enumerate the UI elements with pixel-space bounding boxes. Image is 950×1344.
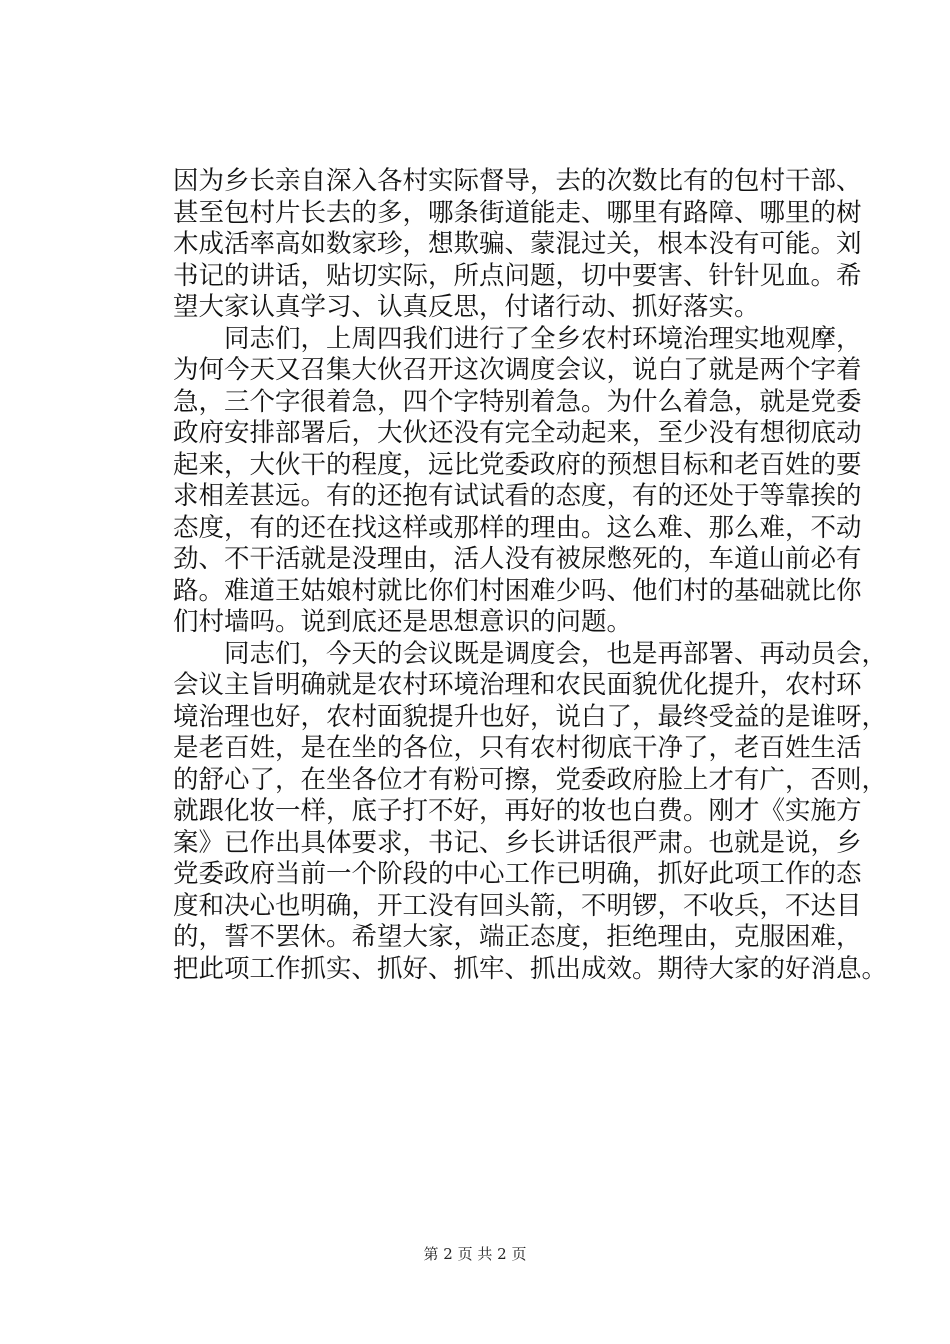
text-line: 劲、不干活就是没理由，活人没有被尿憋死的，车道山前必有: [173, 544, 862, 574]
text-line: 会议主旨明确就是农村环境治理和农民面貌优化提升，农村环: [173, 670, 862, 700]
document-body: [173, 166, 888, 985]
text-line: 木成活率高如数家珍，想欺骗、蒙混过关，根本没有可能。刘: [173, 229, 862, 259]
text-line: 们村墙吗。说到底还是思想意识的问题。: [173, 607, 633, 637]
text-line: 起来，大伙干的程度，远比党委政府的预想目标和老百姓的要: [173, 449, 862, 480]
paragraph-2: [173, 323, 862, 639]
text-line: 为何今天又召集大伙召开这次调度会议，说白了就是两个字着: [173, 355, 862, 385]
text-line: 急，三个字很着急，四个字特别着急。为什么着急，就是党委: [173, 386, 862, 417]
text-line: 党委政府当前一个阶段的中心工作已明确，抓好此项工作的态: [173, 859, 862, 889]
text-line: 甚至包村片长去的多，哪条街道能走、哪里有路障、哪里的树: [173, 197, 862, 228]
text-line: 求相差甚远。有的还抱有试试看的态度，有的还处于等靠挨的: [173, 481, 862, 511]
text-line: 望大家认真学习、认真反思，付诸行动、抓好落实。: [173, 292, 760, 322]
page-number-footer: 第 2 页 共 2 页: [423, 1245, 527, 1263]
text-line: 因为乡长亲自深入各村实际督导，去的次数比有的包村干部、: [173, 166, 862, 196]
text-line: 的舒心了，在坐各位才有粉可擦，党委政府脸上才有广，否则，: [173, 764, 888, 795]
text-line: 同志们，今天的会议既是调度会，也是再部署、再动员会，: [173, 638, 888, 669]
text-line: 案》已作出具体要求，书记、乡长讲话很严肃。也就是说，乡: [173, 827, 862, 858]
text-line: 态度，有的还在找这样或那样的理由。这么难、那么难，不动: [173, 512, 862, 543]
text-line: 书记的讲话，贴切实际，所点问题，切中要害、针针见血。希: [173, 260, 862, 291]
text-line: 同志们，上周四我们进行了全乡农村环境治理实地观摩，: [173, 323, 862, 354]
text-line: 路。难道王姑娘村就比你们村困难少吗、他们村的基础就比你: [173, 575, 862, 606]
text-line: 政府安排部署后，大伙还没有完全动起来，至少没有想彻底动: [173, 418, 862, 448]
text-line: 度和决心也明确，开工没有回头箭，不明锣，不收兵，不达目: [173, 890, 862, 921]
text-line: 把此项工作抓实、抓好、抓牢、抓出成效。期待大家的好消息。: [173, 953, 888, 984]
text-line: 的，誓不罢休。希望大家，端正态度，拒绝理由，克服困难，: [173, 922, 862, 952]
text-line: 境治理也好，农村面貌提升也好，说白了，最终受益的是谁呀，: [173, 701, 888, 732]
paragraph-3: [173, 638, 888, 986]
paragraph-1: [173, 166, 862, 324]
text-line: 就跟化妆一样，底子打不好，再好的妆也白费。刚才《实施方: [173, 796, 862, 826]
text-line: 是老百姓，是在坐的各位，只有农村彻底干净了，老百姓生活: [173, 733, 862, 763]
